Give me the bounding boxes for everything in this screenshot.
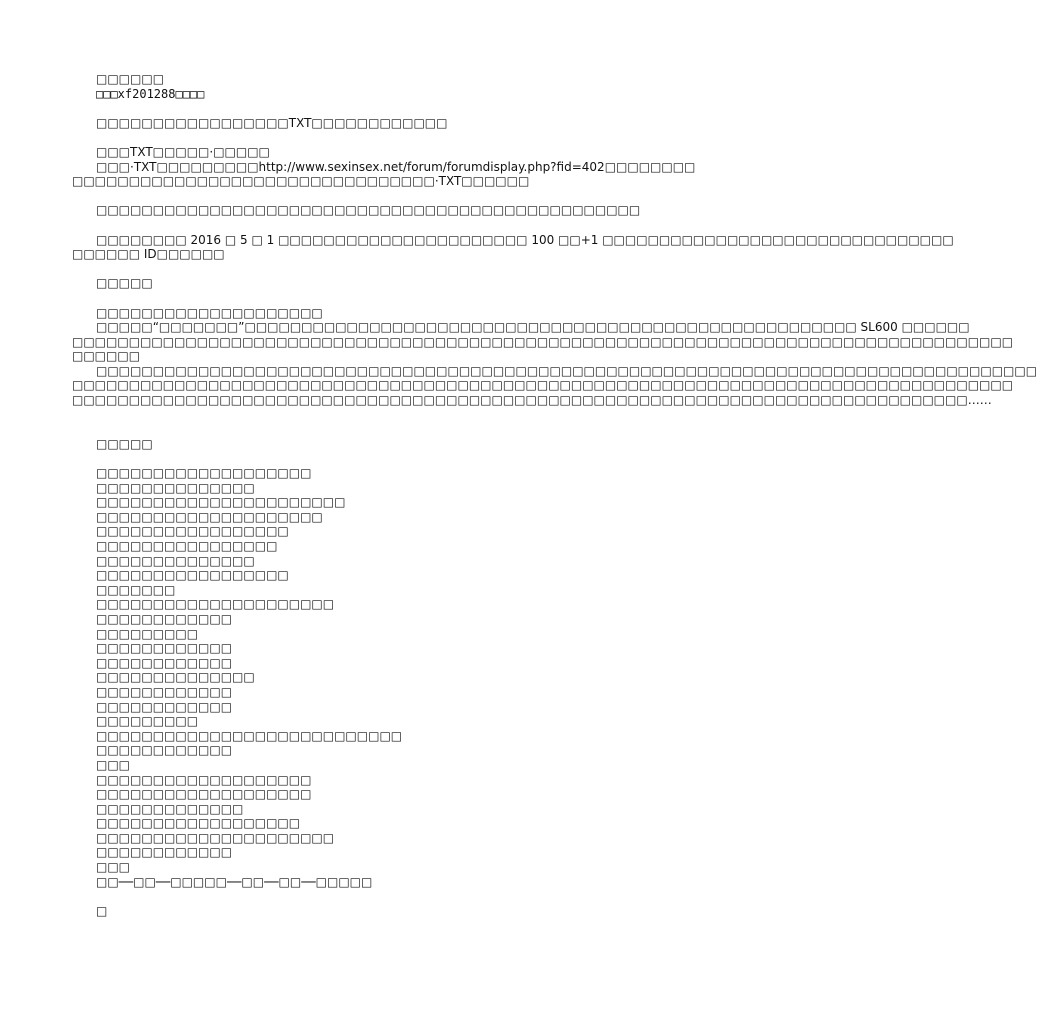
table-of-contents (72, 466, 696, 889)
toc-item: □□□□□□□□□□□□□□□□□□ (96, 816, 301, 831)
section-title: □□□□□ (96, 276, 153, 291)
toc-item: □□□□□□□□□□□□□□□□□□□□□ (96, 830, 335, 845)
toc-item: □□□□□□□□□□□□□□□□□□□ (96, 772, 312, 787)
toc-item: □□□□□□□ (96, 582, 176, 597)
toc-item: □□□□□□□□□ (96, 714, 199, 729)
toc-item: □□□□□□□□□□□□□□□□□□□□□□□□□□□ (96, 728, 403, 743)
toc-item: □□□□□□□□□□□□ (96, 655, 233, 670)
toc-item: □□□□□□□□□□□□□□ (96, 480, 255, 495)
toc-item: □□□□□□□□□□□□□□□□ (96, 539, 278, 553)
summary-line: □□□□□□□□□□□□□□□□□□□□ (96, 305, 323, 320)
summary-line: □□□□□“□□□□□□□”□□□□□□□□□□□□□□□□□□□□□□□□□□□□□□□□□□□□□□□□□□□□□□□□□□□□□□ SL600 □□□□□□ (96, 320, 970, 335)
toc-item: □□□□□□□□□□□□ (96, 641, 233, 656)
header-line: □□□□□□ (96, 72, 165, 86)
toc-item: □□□□□□□□□□□□□ (96, 801, 244, 816)
txt-line: □□□·TXT□□□□□□□□□http://www.sexinsex.net/forum/forumdisplay.php?fid=402□□□□□□□□ (96, 159, 696, 174)
notice-line: □□□□□□□□□□□□□□□□□□□□□□□□□□□□□□□□□□□□□□□□□□□□□□□□ (96, 203, 641, 218)
toc-item: □□□□□□□□□□□□□□□□□□□□□□ (96, 495, 346, 510)
summary-line: □□□□□□ (72, 349, 141, 364)
summary-line: □□□□□□□□□□□□□□□□□□□□□□□□□□□□□□□□□□□□□□□□□□□□□□□□□□□□□□□□□□□□□□□□□□□□□□□□□□□□□□□□□□□ (72, 378, 1014, 393)
toc-item: □□□□□□□□□□□□□□ (96, 553, 255, 568)
toc-item: □□□□□□□□□□□□ (96, 699, 233, 714)
intro-line: □□□□□□□□□□□□□□□□□TXT□□□□□□□□□□□□ (96, 115, 448, 130)
toc-item: □□□□□□□□□□□□□□□□□ (96, 568, 289, 583)
header-line: □□□xf201288□□□□ (96, 86, 205, 101)
section-title: □□□□□ (96, 436, 153, 451)
toc-item: □□□□□□□□□□□□ (96, 684, 233, 699)
toc-item: □□□□□□□□□□□□ (96, 845, 233, 860)
summary-line: □□□□□□□□□□□□□□□□□□□□□□□□□□□□□□□□□□□□□□□□□□□□□□□□□□□□□□□□□□□□□□□□□□□□□□□□□□□□□□□…… (72, 393, 992, 408)
end-mark: □ (96, 903, 108, 918)
toc-item: □□□□□□□□□□□□□□□□□□□ (96, 466, 312, 481)
document-page (72, 72, 1037, 918)
toc-item: □□──□□──□□□□□──□□──□□──□□□□□ (96, 874, 373, 889)
toc-item: □□□□□□□□□□□□ (96, 743, 233, 758)
date-line: □□□□□□ ID□□□□□□ (72, 247, 225, 262)
date-line: □□□□□□□□ 2016 □ 5 □ 1 □□□□□□□□□□□□□□□□□□□□□□ 100 □□+1 □□□□□□□□□□□□□□□□□□□□□□□□□□□□□□□ (96, 232, 954, 247)
toc-item: □□□□□□□□□□□□□□□□□□□ (96, 787, 312, 802)
txt-line: □□□□□□□□□□□□□□□□□□□□□□□□□□□□□□□□·TXT□□□□□□ (72, 174, 530, 189)
toc-item: □□□ (96, 860, 131, 875)
txt-line: □□□TXT□□□□□·□□□□□ (96, 144, 270, 159)
toc-item: □□□□□□□□□ (96, 626, 199, 641)
toc-item: □□□□□□□□□□□□□□□□□□□□ (96, 509, 323, 524)
toc-item: □□□ (96, 757, 131, 772)
toc-item: □□□□□□□□□□□□□□□□□□□□□ (96, 597, 335, 612)
toc-item: □□□□□□□□□□□□ (96, 611, 233, 626)
toc-item: □□□□□□□□□□□□□□□□□ (96, 524, 289, 539)
summary-line: □□□□□□□□□□□□□□□□□□□□□□□□□□□□□□□□□□□□□□□□□□□□□□□□□□□□□□□□□□□□□□□□□□□□□□□□□□□□□□□□□□□ (96, 363, 1037, 378)
summary-line: □□□□□□□□□□□□□□□□□□□□□□□□□□□□□□□□□□□□□□□□□□□□□□□□□□□□□□□□□□□□□□□□□□□□□□□□□□□□□□□□□□□ (72, 334, 1014, 349)
toc-item: □□□□□□□□□□□□□□ (96, 670, 255, 685)
